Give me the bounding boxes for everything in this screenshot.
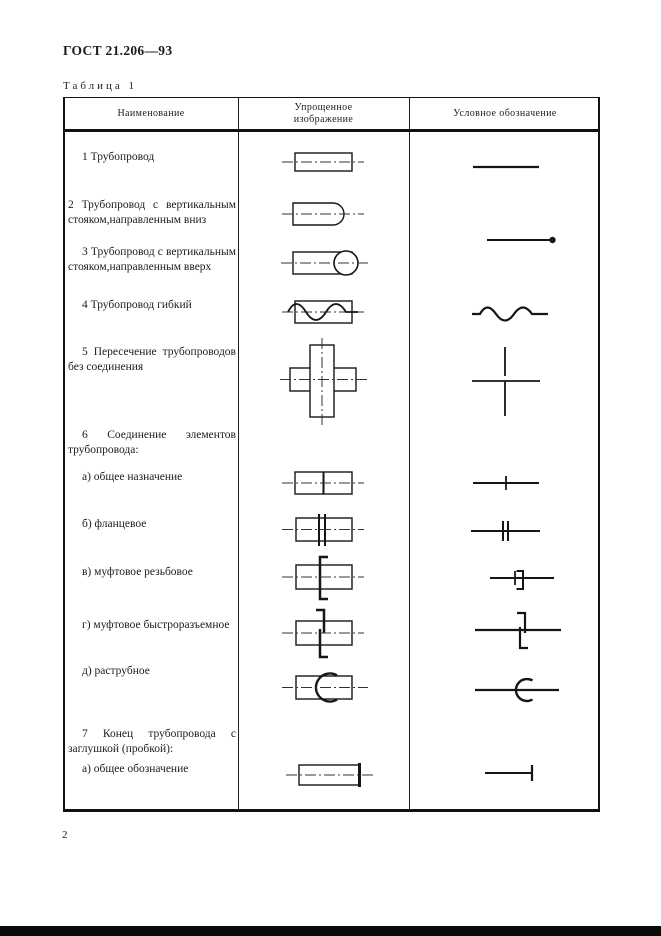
flange-joint-symbol [468, 519, 544, 543]
row-2-name2: стояком,направленным вниз [68, 214, 207, 226]
column-header-name [65, 98, 237, 129]
document-code: ГОСТ 21.206—93 [63, 43, 173, 58]
row-7-name: 7 Конец трубопровода с [82, 728, 236, 740]
scan-artifact-bar [0, 926, 661, 936]
header-separator [65, 129, 598, 132]
header-label: Наименование [117, 107, 185, 119]
header-label: Упрощенное [294, 101, 353, 113]
column-divider [238, 98, 239, 809]
flange-joint-simplified-drawing [280, 512, 366, 548]
row-4-name: 4 Трубопровод гибкий [82, 299, 192, 311]
pipes-crossing-symbol [466, 342, 546, 422]
row-7-name2: заглушкой (пробкой): [68, 743, 174, 755]
joint-general-symbol [470, 473, 542, 493]
row-2-name: 2 Трубопровод с вертикальным [68, 199, 236, 211]
pipe-riser-up-simplified-drawing [280, 246, 372, 280]
socket-joint-simplified-drawing [280, 668, 372, 712]
header-label: изображение [293, 113, 354, 125]
joint-general-simplified-drawing [280, 466, 366, 500]
page-number: 2 [62, 829, 68, 841]
header-label: Условное обозначение [453, 107, 557, 119]
row-3-name: 3 Трубопровод с вертикальным [82, 246, 236, 258]
pipe-riser-down-simplified-drawing [280, 198, 366, 232]
row-7a-name: а) общее обозначение [82, 763, 189, 775]
row-3-name2: стояком,направленным вверх [68, 261, 212, 273]
row-6g-name: г) муфтовое быстроразъемное [82, 619, 230, 631]
threaded-coupling-symbol [486, 565, 560, 593]
column-header-simplified [238, 98, 409, 129]
pipe-riser-down-symbol [484, 232, 560, 248]
row-5-name: 5 Пересечение трубопроводов [82, 346, 236, 358]
threaded-coupling-simplified-drawing [280, 552, 366, 604]
row-5-name2: без соединения [68, 361, 144, 373]
row-6-name2: трубопровода: [68, 444, 139, 456]
row-6-name: 6 Соединение элементов [82, 429, 236, 441]
row-6a-name: а) общее назначение [82, 471, 183, 483]
column-header-conventional [410, 98, 600, 129]
row-6b-name: б) фланцевое [82, 518, 147, 530]
quick-release-coupling-simplified-drawing [280, 608, 366, 660]
pipe-symbol [470, 160, 542, 174]
row-6d-name: д) раструбное [82, 665, 150, 677]
plugged-end-simplified-drawing [284, 758, 376, 792]
flexible-pipe-simplified-drawing [280, 294, 366, 332]
flexible-pipe-symbol [468, 301, 552, 327]
table-caption: Таблица 1 [63, 80, 138, 92]
socket-joint-symbol [470, 678, 562, 704]
pipe-simplified-drawing [280, 146, 366, 178]
column-divider [409, 98, 410, 809]
pipes-crossing-simplified-drawing [278, 336, 370, 428]
quick-release-coupling-symbol [472, 611, 564, 651]
plugged-end-symbol [482, 761, 538, 787]
row-6v-name: в) муфтовое резьбовое [82, 566, 193, 578]
row-1-name: 1 Трубопровод [82, 151, 155, 163]
